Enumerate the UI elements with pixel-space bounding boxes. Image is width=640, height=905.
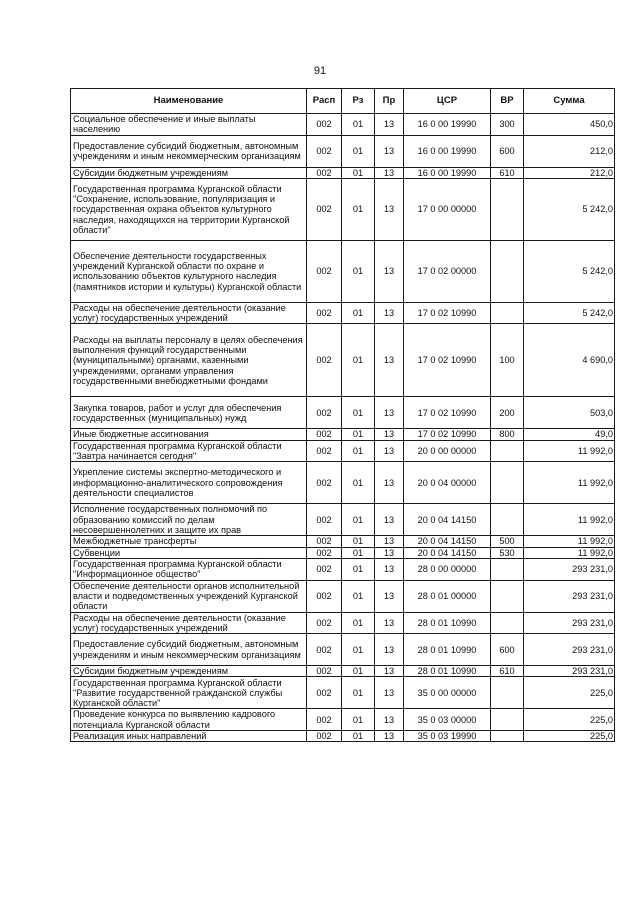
cell-name: Реализация иных направлений <box>71 731 307 742</box>
cell-pr: 13 <box>375 580 404 612</box>
cell-pr: 13 <box>375 178 404 240</box>
cell-rz: 01 <box>342 397 375 429</box>
table-row <box>71 167 615 178</box>
cell-vr <box>491 580 524 612</box>
cell-name: Субвенции <box>71 547 307 558</box>
cell-rasp: 002 <box>307 677 342 709</box>
cell-vr: 530 <box>491 547 524 558</box>
cell-sum: 225,0 <box>524 709 615 731</box>
cell-rz: 01 <box>342 634 375 666</box>
cell-pr: 13 <box>375 677 404 709</box>
cell-rasp: 002 <box>307 178 342 240</box>
cell-rasp: 002 <box>307 240 342 302</box>
cell-name: Проведение конкурса по выявлению кадрового потенциала Курганской области <box>71 709 307 731</box>
cell-name: Государственная программа Курганской области "Развитие государственной гражданской службы Курганской области" <box>71 677 307 709</box>
cell-csr: 28 0 01 10990 <box>404 612 491 634</box>
table-row <box>71 612 615 634</box>
cell-rasp: 002 <box>307 440 342 462</box>
cell-pr: 13 <box>375 536 404 547</box>
header-sum: Сумма <box>524 89 615 114</box>
cell-pr: 13 <box>375 114 404 136</box>
cell-rasp: 002 <box>307 429 342 440</box>
cell-vr <box>491 504 524 536</box>
cell-rasp: 002 <box>307 302 342 324</box>
cell-csr: 17 0 02 10990 <box>404 397 491 429</box>
header-rasp: Расп <box>307 89 342 114</box>
cell-rz: 01 <box>342 677 375 709</box>
header-rz: Рз <box>342 89 375 114</box>
cell-rasp: 002 <box>307 731 342 742</box>
cell-name: Обеспечение деятельности государственных учреждений Курганской области по охране и использованию объектов культурного наследия (памятников истории и культуры) Курганской области <box>71 240 307 302</box>
cell-rz: 01 <box>342 114 375 136</box>
cell-rz: 01 <box>342 429 375 440</box>
cell-name: Межбюджетные трансферты <box>71 536 307 547</box>
cell-pr: 13 <box>375 709 404 731</box>
cell-rasp: 002 <box>307 504 342 536</box>
cell-vr: 200 <box>491 397 524 429</box>
cell-rz: 01 <box>342 709 375 731</box>
cell-name: Расходы на обеспечение деятельности (оказание услуг) государственных учреждений <box>71 302 307 324</box>
cell-name: Обеспечение деятельности органов исполнительной власти и подведомственных учреждений Курганской области <box>71 580 307 612</box>
cell-csr: 28 0 00 00000 <box>404 558 491 580</box>
cell-csr: 20 0 00 00000 <box>404 440 491 462</box>
cell-rz: 01 <box>342 731 375 742</box>
cell-name: Закупка товаров, работ и услуг для обеспечения государственных (муниципальных) нужд <box>71 397 307 429</box>
cell-sum: 4 690,0 <box>524 324 615 397</box>
cell-vr <box>491 462 524 504</box>
cell-name: Предоставление субсидий бюджетным, автономным учреждениям и иным некоммерческим организациям <box>71 634 307 666</box>
cell-name: Социальное обеспечение и иные выплаты населению <box>71 114 307 136</box>
cell-csr: 17 0 02 10990 <box>404 324 491 397</box>
table-row <box>71 324 615 397</box>
cell-sum: 293 231,0 <box>524 558 615 580</box>
cell-sum: 293 231,0 <box>524 666 615 677</box>
cell-sum: 450,0 <box>524 114 615 136</box>
cell-csr: 20 0 04 00000 <box>404 462 491 504</box>
cell-sum: 11 992,0 <box>524 547 615 558</box>
cell-name: Государственная программа Курганской области "Завтра начинается сегодня" <box>71 440 307 462</box>
cell-name: Расходы на выплаты персоналу в целях обеспечения выполнения функций государственными (муниципальными) органами, казенными учреждениями, органами управления государственными внебюджетными фондами <box>71 324 307 397</box>
cell-rasp: 002 <box>307 324 342 397</box>
cell-csr: 35 0 00 00000 <box>404 677 491 709</box>
cell-sum: 11 992,0 <box>524 462 615 504</box>
cell-csr: 16 0 00 19990 <box>404 167 491 178</box>
cell-name: Расходы на обеспечение деятельности (оказание услуг) государственных учреждений <box>71 612 307 634</box>
table-row <box>71 504 615 536</box>
table-header-row <box>71 89 615 114</box>
header-vr: ВР <box>491 89 524 114</box>
cell-pr: 13 <box>375 240 404 302</box>
cell-sum: 503,0 <box>524 397 615 429</box>
cell-rasp: 002 <box>307 558 342 580</box>
cell-sum: 11 992,0 <box>524 536 615 547</box>
cell-csr: 17 0 02 10990 <box>404 302 491 324</box>
cell-rasp: 002 <box>307 666 342 677</box>
cell-rz: 01 <box>342 536 375 547</box>
cell-rz: 01 <box>342 302 375 324</box>
cell-vr: 600 <box>491 634 524 666</box>
table-row <box>71 536 615 547</box>
table-row <box>71 666 615 677</box>
cell-pr: 13 <box>375 397 404 429</box>
table-row <box>71 440 615 462</box>
table-row <box>71 547 615 558</box>
cell-sum: 293 231,0 <box>524 580 615 612</box>
cell-name: Иные бюджетные ассигнования <box>71 429 307 440</box>
cell-rz: 01 <box>342 135 375 167</box>
table-row <box>71 731 615 742</box>
cell-rasp: 002 <box>307 580 342 612</box>
table-row <box>71 677 615 709</box>
cell-pr: 13 <box>375 612 404 634</box>
table-row <box>71 429 615 440</box>
cell-pr: 13 <box>375 558 404 580</box>
cell-vr <box>491 240 524 302</box>
cell-csr: 20 0 04 14150 <box>404 504 491 536</box>
cell-pr: 13 <box>375 462 404 504</box>
cell-rz: 01 <box>342 167 375 178</box>
cell-rz: 01 <box>342 240 375 302</box>
cell-vr <box>491 178 524 240</box>
cell-csr: 16 0 00 19990 <box>404 135 491 167</box>
cell-rasp: 002 <box>307 462 342 504</box>
cell-vr: 610 <box>491 666 524 677</box>
cell-rz: 01 <box>342 440 375 462</box>
cell-sum: 5 242,0 <box>524 302 615 324</box>
cell-rz: 01 <box>342 462 375 504</box>
table-row <box>71 462 615 504</box>
cell-rasp: 002 <box>307 135 342 167</box>
cell-vr: 800 <box>491 429 524 440</box>
cell-csr: 35 0 03 19990 <box>404 731 491 742</box>
cell-vr: 500 <box>491 536 524 547</box>
cell-rz: 01 <box>342 558 375 580</box>
cell-sum: 11 992,0 <box>524 440 615 462</box>
cell-rz: 01 <box>342 178 375 240</box>
cell-pr: 13 <box>375 547 404 558</box>
cell-rz: 01 <box>342 666 375 677</box>
cell-pr: 13 <box>375 440 404 462</box>
cell-rz: 01 <box>342 504 375 536</box>
table-row <box>71 135 615 167</box>
cell-vr: 610 <box>491 167 524 178</box>
cell-vr: 600 <box>491 135 524 167</box>
cell-rasp: 002 <box>307 397 342 429</box>
cell-csr: 20 0 04 14150 <box>404 547 491 558</box>
cell-csr: 28 0 01 00000 <box>404 580 491 612</box>
cell-sum: 5 242,0 <box>524 178 615 240</box>
cell-rz: 01 <box>342 580 375 612</box>
budget-table <box>70 88 615 742</box>
cell-rasp: 002 <box>307 709 342 731</box>
cell-name: Государственная программа Курганской области "Информационное общество" <box>71 558 307 580</box>
cell-pr: 13 <box>375 634 404 666</box>
cell-name: Государственная программа Курганской области "Сохранение, использование, популяризация и государственная охрана объектов культурного наследия, находящихся на территории Курганской области" <box>71 178 307 240</box>
cell-rasp: 002 <box>307 167 342 178</box>
cell-name: Предоставление субсидий бюджетным, автономным учреждениям и иным некоммерческим организациям <box>71 135 307 167</box>
cell-vr <box>491 440 524 462</box>
cell-csr: 17 0 02 00000 <box>404 240 491 302</box>
cell-pr: 13 <box>375 666 404 677</box>
cell-pr: 13 <box>375 429 404 440</box>
cell-pr: 13 <box>375 731 404 742</box>
cell-rasp: 002 <box>307 634 342 666</box>
table-row <box>71 178 615 240</box>
cell-sum: 212,0 <box>524 135 615 167</box>
cell-pr: 13 <box>375 167 404 178</box>
cell-csr: 16 0 00 19990 <box>404 114 491 136</box>
cell-vr <box>491 677 524 709</box>
cell-sum: 293 231,0 <box>524 634 615 666</box>
table-row <box>71 397 615 429</box>
cell-sum: 225,0 <box>524 731 615 742</box>
cell-rasp: 002 <box>307 547 342 558</box>
table-row <box>71 558 615 580</box>
header-name: Наименование <box>71 89 307 114</box>
cell-name: Исполнение государственных полномочий по образованию комиссий по делам несовершеннолетних и защите их прав <box>71 504 307 536</box>
cell-vr <box>491 612 524 634</box>
cell-rz: 01 <box>342 547 375 558</box>
cell-name: Субсидии бюджетным учреждениям <box>71 666 307 677</box>
cell-sum: 11 992,0 <box>524 504 615 536</box>
cell-pr: 13 <box>375 324 404 397</box>
cell-rasp: 002 <box>307 612 342 634</box>
table-row <box>71 114 615 136</box>
cell-vr: 100 <box>491 324 524 397</box>
cell-sum: 212,0 <box>524 167 615 178</box>
page-number: 91 <box>313 65 327 77</box>
cell-sum: 293 231,0 <box>524 612 615 634</box>
cell-vr <box>491 302 524 324</box>
cell-rasp: 002 <box>307 536 342 547</box>
cell-csr: 28 0 01 10990 <box>404 666 491 677</box>
header-csr: ЦСР <box>404 89 491 114</box>
table-row <box>71 580 615 612</box>
cell-pr: 13 <box>375 302 404 324</box>
cell-vr <box>491 558 524 580</box>
cell-vr <box>491 731 524 742</box>
cell-rz: 01 <box>342 324 375 397</box>
cell-rz: 01 <box>342 612 375 634</box>
cell-name: Субсидии бюджетным учреждениям <box>71 167 307 178</box>
table-row <box>71 302 615 324</box>
cell-sum: 49,0 <box>524 429 615 440</box>
cell-vr: 300 <box>491 114 524 136</box>
cell-rasp: 002 <box>307 114 342 136</box>
cell-pr: 13 <box>375 135 404 167</box>
cell-csr: 28 0 01 10990 <box>404 634 491 666</box>
cell-sum: 225,0 <box>524 677 615 709</box>
table-row <box>71 240 615 302</box>
cell-csr: 17 0 02 10990 <box>404 429 491 440</box>
cell-csr: 17 0 00 00000 <box>404 178 491 240</box>
cell-sum: 5 242,0 <box>524 240 615 302</box>
header-pr: Пр <box>375 89 404 114</box>
table-row <box>71 709 615 731</box>
cell-vr <box>491 709 524 731</box>
cell-name: Укрепление системы экспертно-методического и информационно-аналитического сопровождения деятельности специалистов <box>71 462 307 504</box>
table-row <box>71 634 615 666</box>
cell-csr: 20 0 04 14150 <box>404 536 491 547</box>
cell-pr: 13 <box>375 504 404 536</box>
cell-csr: 35 0 03 00000 <box>404 709 491 731</box>
